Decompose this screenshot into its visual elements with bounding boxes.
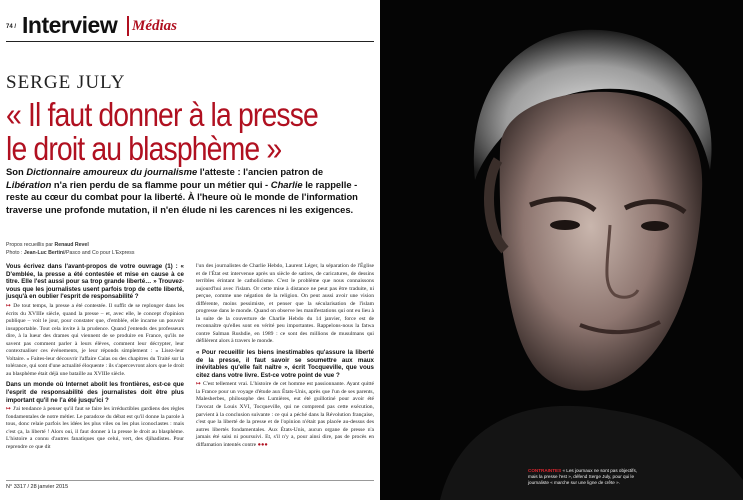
photo-credit-agency: /Pasco and Co pour L'Express [64,250,135,256]
issue-footer: N° 3317 / 28 janvier 2015 [6,484,69,490]
answer-text: J'ai tendance à penser qu'il faut se faire les irréductibles gardiens des règles fondamentales de notre métier. Le paradoxe du débat est qu'il donne la parole à tous, donc relaie parfois les idées les plus viles ou les plus iconoclastes : mais c'est ça, la liberté ! Alors oui, il faut donner à la presse le droit au blasphème. L'histoire a connu d'autres fanatiques que celui, vert, des djihadistes. Pour reprendre ce que dit [6,406,184,450]
interview-answer [6,303,184,378]
photo-credit-label: Photo : [6,250,24,256]
standfirst-part: n'a rien perdu de sa flamme pour un métier qui - [51,178,271,190]
headline-line-1: « Il faut donner à la presse [6,96,318,133]
interviewee-name: SERGE JULY [6,72,126,93]
answer-arrow-icon: ↦ [6,406,13,413]
portrait-photo [380,0,743,500]
interview-question: « Pour recueillir les biens inestimables qu'assure la liberté de la presse, il faut savoir se soumettre aux maux inévitables qu'elle fait naître », écrit Tocqueville, que vous citez dans votre livre. Est-ce votre point de vue ? [196,349,374,379]
credit-label: Propos recueillis par [6,242,55,248]
continued-marker: ●●● [257,441,268,448]
answer-continuation: l'un des journalistes de Charlie Hebdo, Laurent Léger, la séparation de l'Église et de l'État est intervenue après un siècle de satires, de caricatures, de dessins terribles érintant le catholicisme. C'est le problème que nous connaissons aujourd'hui avec l'islam. Or cette mise à distance ne peut pas être traduite, ni perçue, comme une négation de la religion. On peut aussi avoir une vision différente, moins pessimiste, et penser que la sécularisation de l'islam progresse dans le monde. Quand on observe les manifestations qui ont eu lieu à la suite de la couverture de Charlie Hebdo du 14 janvier, force est de reconnaître qu'elles sont en vérité peu importantes. Rappelons-nous la fatwa contre Salman Rushdie, en 1989 : ce sont des millions de musulmans qui défilèrent alors à travers le monde. [196,263,374,345]
interview-credit [6,241,134,249]
credit-author: Renaud Revel [54,242,89,248]
article-credits [6,241,134,257]
answer-text: De tout temps, la presse a été contestée. Il suffit de se replonger dans les écrits du XVIIIe siècle, quand la presse – et, avec elle, le concept d'opinion publique – voit le jour, pour constater que, d'emblée, elle incarne un pouvoir insupportable. Tout cela invite à la prudence. Quand j'entends des professeurs dire, à la lueur des drames qui viennent de se produire en France, qu'ils ne savent pas comment parler à leurs élèves, comment leur décrypter, leur contextualiser ces événements, je leur réponds simplement : « Lisez-leur Voltaire. « Faites-leur découvrir l'affaire Calas ou des chapitres du Traité sur la tolérance, qui sont d'une actualité éloquente : ils s'apercevront alors que le droit au blasphème était déjà une bataille au XVIIIe siècle. [6,302,184,377]
article-headline [6,98,326,166]
portrait-illustration [380,0,743,500]
headline-line-2: le droit au blasphème » [6,130,282,167]
rubric-divider [127,16,129,36]
text-column-1 [6,263,184,455]
photo-caption [528,468,640,486]
header-rule [6,41,374,42]
interview-answer [196,381,374,449]
standfirst-book-title: Dictionnaire amoureux du journalisme [26,166,198,177]
photo-credit [6,249,134,257]
section-rubric: Interview [22,12,118,38]
standfirst-part: Son [6,166,27,177]
answer-arrow-icon: ↦ [196,381,203,388]
answer-arrow-icon: ↦ [6,302,14,309]
interview-answer [6,406,184,451]
article-standfirst [6,166,370,216]
caption-text: « Les journaux ne sont pas objectifs, mais la presse l'est », défend Serge July, pour qui le journaliste « marche sur une ligne de crête ». [528,468,638,486]
standfirst-liberation: Libération [6,178,52,190]
standfirst-part: l'atteste : l'ancien patron de [197,166,324,177]
photo-credit-author: Jean-Luc Bertini [23,250,65,256]
footer-rule [6,480,374,481]
interview-question: Dans un monde où Internet abolit les frontières, est-ce que l'esprit de responsabilité des journalistes doit être plus important qu'il ne l'a été jusqu'ici ? [6,381,184,404]
page-folio: 74 / [6,24,17,30]
answer-text: C'est tellement vrai. L'histoire de cet homme est passionnante. Ayant quitté la France pour un voyage d'étude aux États-Unis, après que l'un de ses parents, Malesherbes, philosophe des Lumières, eut été guillotiné pour avoir été l'avocat de Louis XVI, Tocqueville, qui ne comprend pas cette exécution, parvient à la conclusion suivante : ce qui a péché dans la Révolution française, c'est que la liberté de la presse et de l'opinion n'était pas placée au-dessus des autres libertés fondamentales. Aux États-Unis, aucun organe de presse n'a jamais été saisi ni poursuivi. Et, s'il n'y a, pour ainsi dire, pas de procès en diffamation intentés contre [196,381,374,448]
standfirst-charlie: Charlie [270,178,303,190]
caption-label: CONTRAINTES [528,468,562,473]
text-column-2 [196,263,374,452]
section-subrubric: Médias [132,18,177,34]
interview-question: Vous écrivez dans l'avant-propos de votre ouvrage (1) : « D'emblée, la presse a été contestée et mise en cause à ce titre. Elle l'est aussi pour sa trop grande liberté… » Trouvez-vous que les journalistes usent parfois trop de cette liberté, jusqu'à en oublier l'esprit de responsabilité ? [6,263,184,301]
standfirst-part: le rappelle - reste au cœur du combat pour la liberté. À l'heure où le monde de l'information traverse une profonde mutation, il n'en élude ni les carences ni les exigences. [6,178,358,215]
